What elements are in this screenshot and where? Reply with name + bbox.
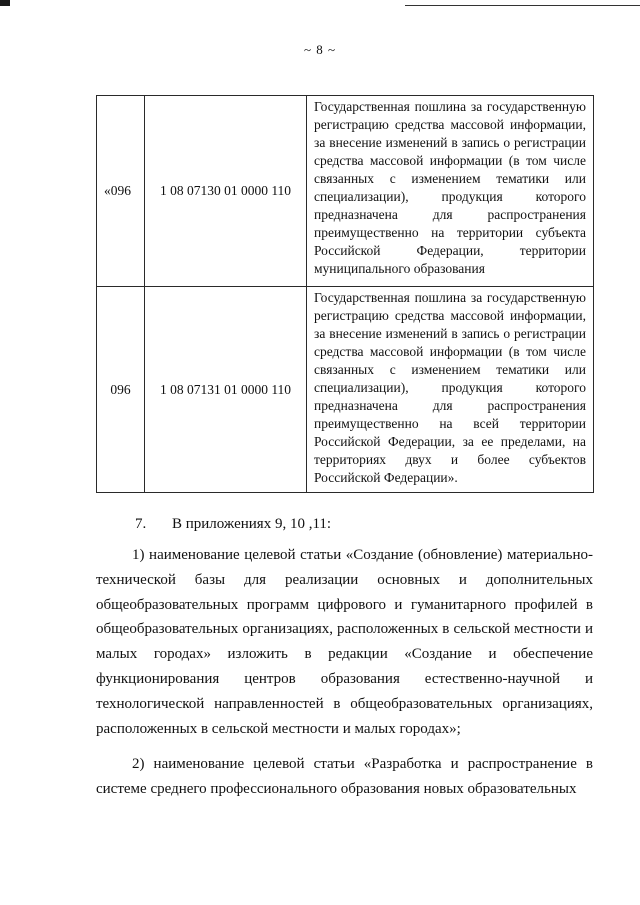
- description-cell: Государственная пошлина за государственную регистрацию средства массовой информации, за внесение изменений в запись о регистрации средства массовой информации (в том числе связанных с изменением тематики или специализации), продукция которого предназначена для распространения преимущественно на всей территории Российской Федерации, за ее пределами, на территориях двух и более субъектов Российской Федерации».: [307, 287, 594, 493]
- table-row: [97, 96, 594, 287]
- admin-code-cell: 096: [97, 287, 145, 493]
- page-number: ~ 8 ~: [303, 42, 337, 57]
- admin-code-cell: «096: [97, 96, 145, 287]
- budget-code-cell: 1 08 07130 01 0000 110: [145, 96, 307, 287]
- item-number: 7.: [135, 516, 147, 532]
- budget-code-cell: 1 08 07131 01 0000 110: [145, 287, 307, 493]
- budget-codes-table: [96, 95, 594, 493]
- header-rule: [405, 5, 640, 6]
- scan-corner-mark: [0, 0, 10, 6]
- description-cell: Государственная пошлина за государственную регистрацию средства массовой информации, за внесение изменений в запись о регистрации средства массовой информации (в том числе связанных с изменением тематики или специализации), продукция которого предназначена для распространения преимущественно на территории субъекта Российской Федерации, территории муниципального образования: [307, 96, 594, 287]
- table-row: [97, 287, 594, 493]
- paragraph-2: 2) наименование целевой статьи «Разработка и распространение в системе среднего профессионального образования новых образовательных: [96, 756, 593, 797]
- list-item-heading: [135, 516, 331, 533]
- paragraph-1: 1) наименование целевой статьи «Создание (обновление) материально-технической базы для реализации основных и дополнительных общеобразовательных программ цифрового и гуманитарного профилей в общеобразовательных организациях, расположенных в сельской местности и малых городах» изложить в редакции «Создание и обеспечение функционирования центров образования естественно-научной и технологической направленностей в общеобразовательных организациях, расположенных в сельской местности и малых городах»;: [96, 547, 593, 737]
- item-text: В приложениях 9, 10 ,11:: [172, 516, 332, 532]
